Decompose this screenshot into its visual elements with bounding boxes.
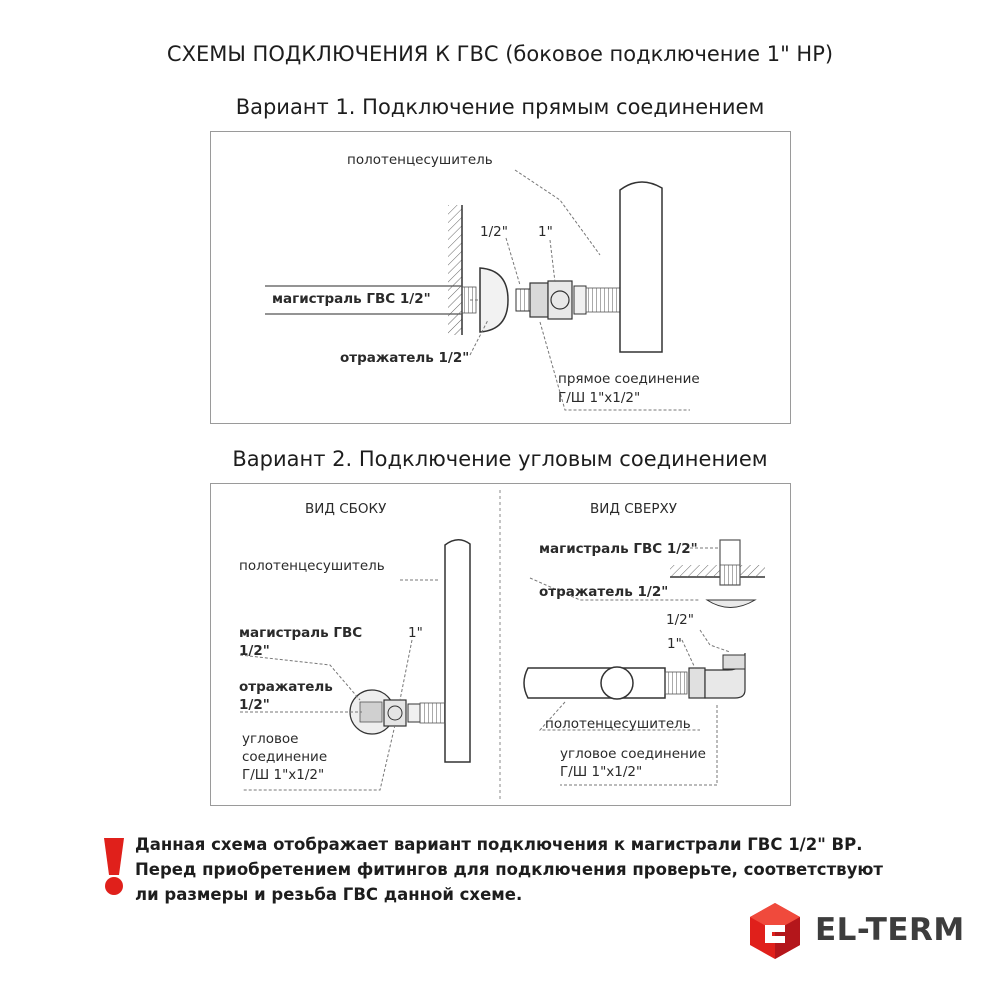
note-line-1: Данная схема отображает вариант подключения к магистрали ГВС 1/2" ВР.	[135, 835, 863, 854]
v1-label-towel-dryer: полотенцесушитель	[347, 152, 493, 168]
brand-name: EL-TERM	[815, 912, 965, 948]
side-label-one-inch: 1"	[408, 625, 423, 641]
top-label-connection-2: Г/Ш 1"х1/2"	[560, 764, 643, 780]
page-title: СХЕМЫ ПОДКЛЮЧЕНИЯ К ГВС (боковое подключение 1" НР)	[166, 42, 834, 66]
side-label-towel-dryer: полотенцесушитель	[239, 558, 385, 574]
top-label-half-inch: 1/2"	[666, 612, 694, 628]
side-label-main-line: магистраль ГВС	[239, 625, 363, 641]
exclamation-icon	[104, 838, 124, 895]
side-view-heading: ВИД СБОКУ	[305, 501, 387, 517]
side-label-main-line-size: 1/2"	[239, 643, 270, 659]
v1-label-connection-type: прямое соединение	[558, 371, 700, 387]
towel-dryer-pipe	[620, 182, 662, 352]
side-label-reflector-size: 1/2"	[239, 697, 270, 713]
top-label-one-inch: 1"	[667, 636, 682, 652]
top-label-connection-1: угловое соединение	[560, 746, 706, 762]
wall-hatch	[448, 205, 462, 335]
side-label-reflector: отражатель	[239, 679, 333, 695]
v1-label-one-inch: 1"	[538, 224, 553, 240]
v1-label-half-inch: 1/2"	[480, 224, 508, 240]
side-label-connection-2: соединение	[242, 749, 328, 765]
reflector-shape	[480, 268, 508, 332]
warning-note	[135, 832, 883, 907]
variant2-title: Вариант 2. Подключение угловым соединением	[232, 447, 768, 471]
variant1-title: Вариант 1. Подключение прямым соединением	[235, 95, 765, 119]
v1-label-main-line: магистраль ГВС 1/2"	[272, 291, 431, 307]
top-label-main-line: магистраль ГВС 1/2"	[539, 541, 698, 557]
top-label-reflector: отражатель 1/2"	[539, 584, 669, 600]
v1-label-reflector: отражатель 1/2"	[340, 350, 470, 366]
side-label-connection-1: угловое	[242, 731, 299, 747]
v1-label-connection-size: Г/Ш 1"х1/2"	[558, 390, 641, 406]
top-view-heading: ВИД СВЕРХУ	[590, 501, 678, 517]
note-line-2: Перед приобретением фитингов для подключения проверьте, соответствуют	[135, 860, 883, 879]
note-line-3: ли размеры и резьба ГВС данной схеме.	[135, 885, 523, 904]
side-label-connection-3: Г/Ш 1"х1/2"	[242, 767, 325, 783]
el-term-cube-logo	[750, 903, 800, 959]
top-label-towel-dryer: полотенцесушитель	[545, 716, 691, 732]
